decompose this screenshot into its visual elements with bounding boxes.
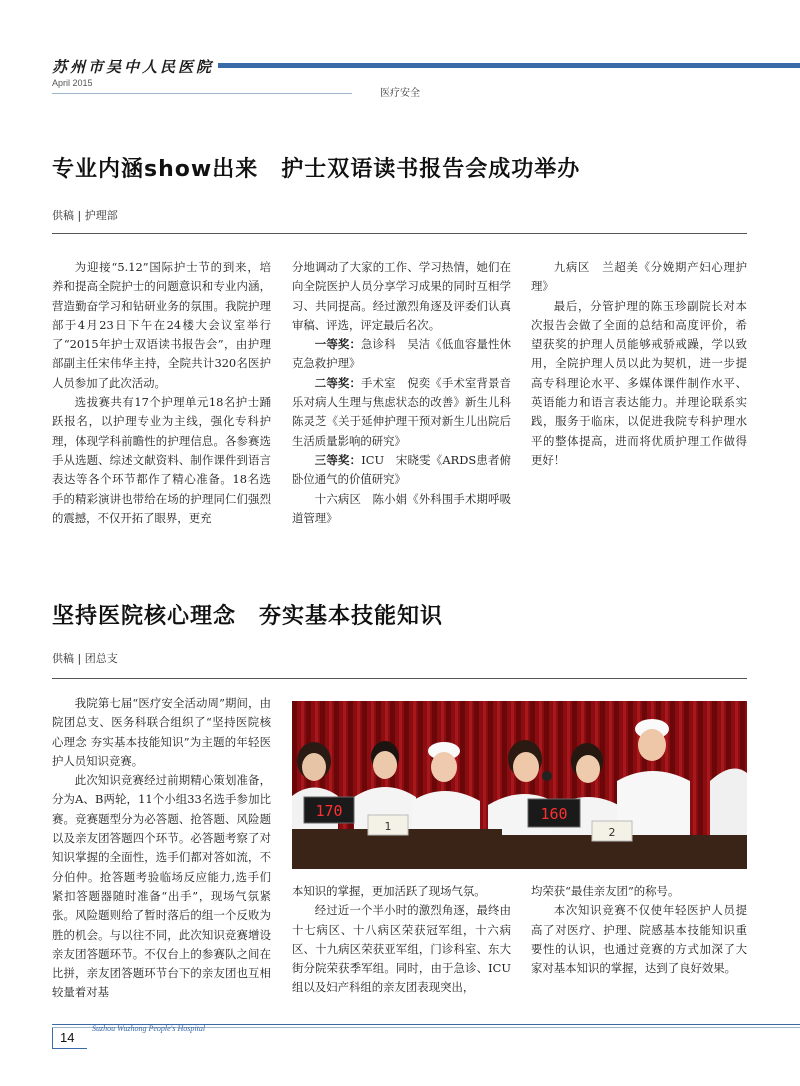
section-name: 医疗安全 (380, 88, 420, 99)
paragraph: 选拔赛共有17个护理单元18名护士踊跃报名，以护理专业为主线，强化专科护理，体现学科前瞻性的护理信息。各参赛选手从选题、综述文献资料、制作课件到语言表达等各个环节都作了精心准备。18名选手的精彩演讲也带给在场的护理同仁们强烈的震撼，不仅开拓了眼界，更充 (52, 395, 271, 525)
table-card-1: 1 (384, 820, 392, 833)
score-left: 170 (315, 802, 343, 820)
award-text: ICU 宋晓雯《ARDS患者俯卧位通气的价值研究》 (292, 452, 511, 487)
paragraph: 经过近一个半小时的激烈角逐，最终由十七病区、十八病区荣获冠军组，十六病区、十九病区荣获亚军组，门诊科室、东大街分院荣获季军组。同时，由于急诊、ICU组以及妇产科组的亲友团表现突出， (292, 903, 511, 995)
article1-column-2 (292, 258, 523, 528)
award-label: 三等奖： (314, 452, 362, 467)
award-label: 二等奖： (314, 375, 361, 390)
award-second (292, 374, 523, 451)
article2-byline: 供稿 | 团总支 (52, 652, 118, 665)
paragraph: 最后，分管护理的陈玉珍副院长对本次报告会做了全面的总结和高度评价，希望获奖的护理人员能够戒骄戒躁，学以致用，全院护理人员以此为契机，进一步提高专科理论水平、多媒体课件制作水平、英语能力和语言表达能力。并理论联系实践，服务于临床，以促进我院专科护理水平的整体提高，进而将优质护理工作做得更好！ (531, 298, 747, 467)
paragraph: 本知识的掌握，更加活跃了现场气氛。 (292, 884, 486, 898)
award-third-more: 十六病区 陈小娟《外科围手术期呼吸道管理》 (292, 491, 511, 525)
article1-title: 专业内涵show出来 护士双语读书报告会成功举办 (52, 157, 581, 182)
article2-title: 坚持医院核心理念 夯实基本技能知识 (52, 604, 444, 629)
photo-illustration (292, 701, 747, 869)
header-bar (218, 63, 800, 68)
paragraph: 均荣获“最佳亲友团”的称号。 (531, 884, 680, 898)
paragraph: 我院第七届“医疗安全活动周”期间，由院团总支、医务科联合组织了“坚持医院核心理念 夯实基本技能知识”为主题的年轻医护人员知识竞赛。 (52, 696, 271, 768)
article1-rule (52, 233, 747, 234)
award-third (292, 451, 511, 490)
footer-hospital-name: Suzhou Wuzhong People's Hospital (92, 1024, 206, 1033)
masthead: 苏州市吴中人民医院 (52, 58, 215, 76)
award-text: 手术室 倪奕《手术室背景音乐对病人生理与焦虑状态的改善》新生儿科 陈灵芝《关于延伸护理干预对新生儿出院后生活质量影响的研究》 (292, 375, 523, 448)
article2-column-1 (52, 694, 271, 1003)
page-number: 14 (60, 1030, 75, 1045)
article2-column-2 (292, 882, 511, 998)
table-card-2: 2 (608, 826, 616, 839)
paragraph: 分地调动了大家的工作、学习热情，她们在向全院医护人员分享学习成果的同时互相学习、共同提高。经过激烈角逐及评委们认真审稿、评选，评定最后名次。 (292, 260, 511, 332)
score-right: 160 (540, 805, 568, 823)
paragraph: 本次知识竞赛不仅使年轻医护人员提高了对医疗、护理、院感基本技能知识重要性的认识，也通过竞赛的方式加深了大家对基本知识的掌握，达到了良好效果。 (531, 903, 747, 976)
paragraph: 九病区 兰超美《分娩期产妇心理护理》 (531, 260, 747, 294)
article1-column-1 (52, 258, 271, 528)
article1-column-3 (531, 258, 747, 470)
issue-date: April 2015 (52, 78, 93, 88)
header-divider (52, 93, 352, 94)
paragraph: 为迎接“5.12”国际护士节的到来，培养和提高全院护士的问题意识和专业内涵，营造勤奋学习和钻研业务的氛围。我院护理部于4月23日下午在24楼大会议室举行了“2015年护士双语读书报告会”，由护理部副主任宋伟华主持，全院共计320名医护人员参加了此次活动。 (52, 260, 271, 390)
article2-rule (52, 678, 747, 679)
award-text: 急诊科 吴洁《低血容量性休克急救护理》 (292, 337, 511, 371)
award-first (292, 335, 511, 374)
award-label: 一等奖： (314, 337, 361, 352)
competition-photo (292, 701, 747, 869)
article1-byline: 供稿 | 护理部 (52, 209, 118, 222)
paragraph: 此次知识竞赛经过前期精心策划准备，分为A、B两轮，11个小组33名选手参加比赛。竞赛题型分为必答题、抢答题、风险题以及亲友团答题四个环节。必答题考察了对知识掌握的全面性，选手们都对答如流，不分伯仲。抢答题考验临场反应能力,选手们紧扣答题器随时准备“出手”，现场气氛紧张。风险题则给了暂时落后的组一个反败为胜的机会。与以往不同，此次知识竞赛增设亲友团答题环节。不仅台上的参赛队之间在比拼，亲友团答题环节台下的亲友团也互相较量着对基 (52, 773, 271, 1000)
article2-column-3 (531, 882, 747, 978)
